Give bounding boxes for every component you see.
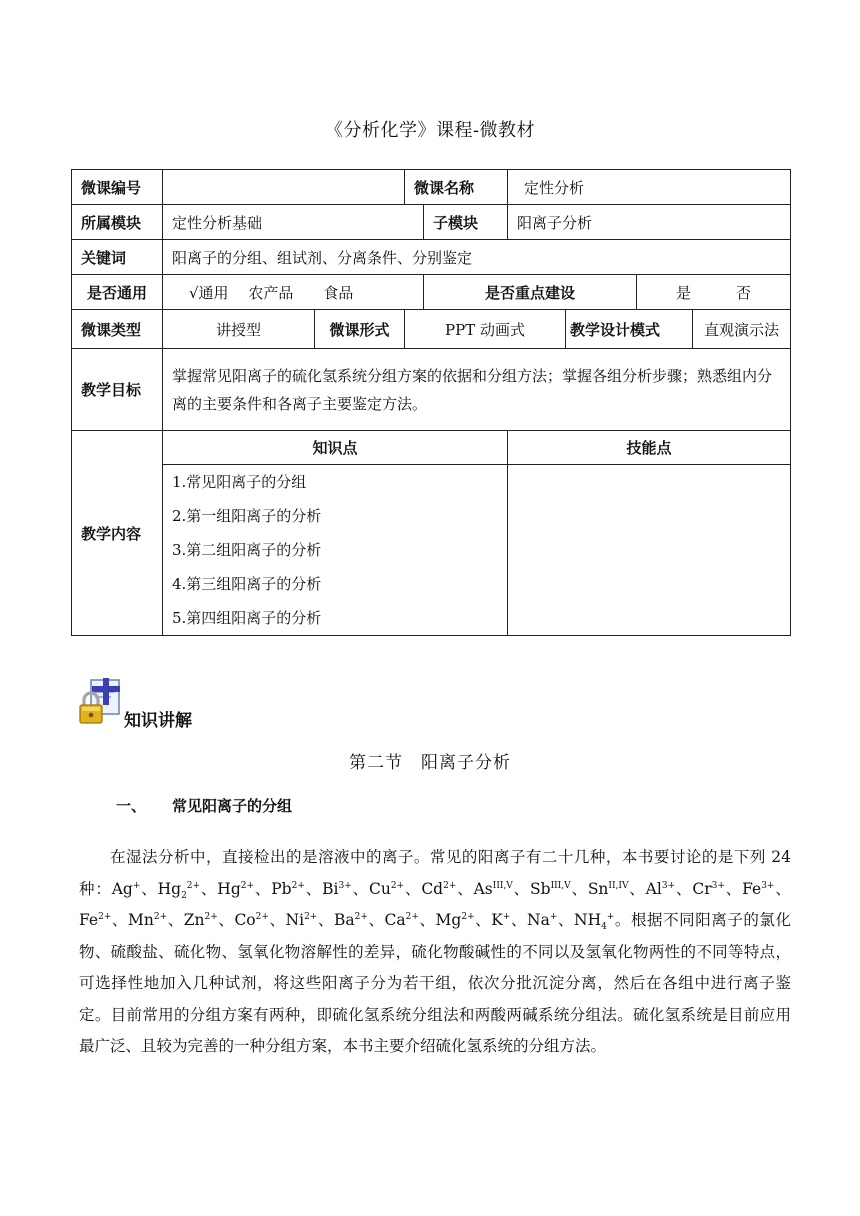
ion-symbol: Fe: [79, 911, 99, 929]
ion: [79, 911, 111, 929]
ion: [574, 911, 615, 933]
ion: [692, 880, 725, 898]
ion-symbol: NH: [574, 911, 602, 929]
ion: [474, 880, 513, 898]
ion-symbol: Cr: [692, 879, 712, 898]
ion: [217, 880, 254, 898]
ion: [112, 880, 141, 898]
goal-value: 掌握常见阳离子的硫化氢系统分组方案的依据和分组方法；掌握各组分析步骤；熟悉组内分离的主要条件和各离子主要鉴定方法。: [163, 349, 791, 431]
skill-list: [508, 465, 791, 636]
course-info-table: [71, 169, 791, 636]
ion-symbol: Mn: [128, 911, 154, 929]
ion: [286, 911, 318, 929]
lock-document-icon: [78, 678, 124, 726]
table-row: [72, 240, 791, 275]
keywords-value: 阳离子的分组、组试剂、分离条件、分别鉴定: [163, 240, 791, 275]
ion: [128, 911, 167, 929]
ion: [646, 880, 675, 898]
table-row: [72, 431, 791, 465]
list-item: 2.第一组阳离子的分析: [172, 507, 322, 525]
content-label: 教学内容: [72, 431, 163, 636]
ion: [334, 911, 368, 929]
ion: [157, 879, 201, 901]
ion-charge: +: [549, 911, 558, 922]
ion-charge: 2+: [186, 880, 201, 891]
ion-charge: 2+: [461, 911, 475, 922]
table-row: [72, 349, 791, 431]
ion-symbol: Pb: [271, 879, 292, 898]
ion-symbol: Al: [645, 879, 662, 898]
ion-charge: 2+: [204, 911, 218, 922]
ion-charge: 2+: [443, 880, 457, 891]
document-title: 《分析化学》课程-微教材: [324, 120, 536, 141]
ion-symbol: Ca: [384, 911, 406, 929]
ion-symbol: As: [473, 879, 493, 898]
ion-charge: +: [606, 911, 615, 922]
ion-symbol: Hg: [157, 879, 182, 898]
ion: [527, 911, 557, 929]
ion-charge: III,V: [550, 880, 571, 891]
ion-symbol: Cu: [368, 879, 391, 898]
ion-charge: +: [502, 911, 511, 922]
ion-symbol: Na: [527, 911, 550, 929]
ion: [369, 880, 404, 898]
ion-charge: 2+: [390, 880, 405, 891]
ion-charge: 2+: [304, 911, 318, 922]
submodule-label: 子模块: [424, 205, 508, 240]
keywords-label: 关键词: [72, 240, 163, 275]
subsection-number: 一、: [116, 797, 147, 815]
table-row: [72, 275, 791, 310]
ion: [421, 880, 456, 898]
ion-symbol: Bi: [322, 879, 339, 898]
ion: [234, 911, 268, 929]
ion-charge: 2+: [98, 911, 112, 922]
code-label: 微课编号: [72, 170, 163, 205]
ion: [436, 911, 475, 929]
ion-charge: II,IV: [608, 880, 629, 891]
ion: [742, 880, 774, 898]
ion-subscript: 4: [601, 922, 607, 933]
ion-charge: III,V: [492, 880, 513, 891]
key-build-label: 是否重点建设: [424, 275, 637, 310]
table-row: [72, 205, 791, 240]
paragraph-body: 。根据不同阳离子的氯化物、硫酸盐、硫化物、氢氧化物溶解性的差异，硫化物酸碱性的不同以及氢氧化物两性的不同等特点，可选择性地加入几种试剂，将这些阳离子分为若干组，依次分批沉淀分离，然后在各组中进行离子鉴定。目前常用的分组方案有两种，即硫化氢系统分组法和两酸两碱系统分组法。硫化氢系统是目前应用最广泛、且较为完善的一种分组方案，本书主要介绍硫化氢系统的分组方法。: [79, 911, 791, 1055]
ion-symbol: Fe: [742, 879, 762, 898]
body-paragraph: [79, 842, 791, 1063]
list-item: 4.第三组阳离子的分析: [172, 575, 322, 593]
ion: [184, 911, 218, 929]
ion-charge: 3+: [338, 880, 352, 891]
ion: [588, 880, 629, 898]
ion-list: Ag+、$Hg_2^{2+}$、$Hg^{2+}$、$Pb^{2+}$、$Bi^{3+}$、$Cu^{2+}$、$Cd^{2+}$、$As^{III,V}$、$Sb^{III,V}$、$Sn^{II,IV}$、$Al^{3+}$、$Cr^{3+}$、$Fe^{3+}$、$Fe^{2+}$、$Mn^{2+}$、$Zn^{2+}$、$Co^{2+}$、$Ni^{2+}$、$Ba^{2+}$、$Ca^{2+}$、$Mg^{2+}$、K+、Na+、$NH_4^+$: [79, 879, 791, 933]
goal-label: 教学目标: [72, 349, 163, 431]
ion-symbol: Mg: [435, 911, 462, 929]
design-label: 教学设计模式: [566, 310, 693, 349]
ion-charge: +: [132, 880, 141, 891]
ion-charge: 2+: [153, 911, 168, 922]
type-label: 微课类型: [72, 310, 163, 349]
ion: [271, 880, 305, 898]
ion-symbol: Ba: [333, 911, 355, 929]
general-label: 是否通用: [72, 275, 163, 310]
form-label: 微课形式: [315, 310, 405, 349]
submodule-value: 阳离子分析: [508, 205, 791, 240]
list-item: 1.常见阳离子的分组: [172, 473, 307, 491]
ion-charge: 3+: [661, 880, 676, 891]
ion: [491, 911, 510, 929]
knowledge-header: 知识点: [163, 431, 508, 465]
table-row: [72, 465, 791, 636]
ion-charge: 2+: [405, 911, 419, 922]
ion-symbol: Co: [234, 911, 256, 929]
ion-symbol: K: [491, 911, 503, 929]
ion: [385, 911, 419, 929]
general-value: √通用 农产品 食品: [163, 275, 424, 310]
ion-charge: 2+: [354, 911, 368, 922]
ion-symbol: Hg: [217, 879, 241, 898]
ion-charge: 3+: [761, 880, 775, 891]
ion-charge: 3+: [711, 880, 725, 891]
module-value: 定性分析基础: [163, 205, 424, 240]
ion-symbol: Zn: [183, 911, 205, 929]
table-row: [72, 170, 791, 205]
list-item: 5.第四组阳离子的分析: [172, 609, 322, 627]
type-value: 讲授型: [163, 310, 315, 349]
form-value: PPT 动画式: [405, 310, 566, 349]
paragraph-intro: 在湿法分析中，直接检出的是溶液中的离子。常见的阳离子有二十几种，本书要讨论的是下列 24 种：: [79, 848, 791, 898]
design-value: 直观演示法: [693, 310, 791, 349]
ion-symbol: Ag: [111, 879, 133, 898]
ion: [530, 880, 571, 898]
name-label: 微课名称: [405, 170, 508, 205]
ion-charge: 2+: [255, 911, 269, 922]
ion-subscript: 2: [181, 890, 187, 901]
skill-header: 技能点: [508, 431, 791, 465]
table-row: [72, 310, 791, 349]
ion-symbol: Sn: [587, 879, 609, 898]
ion-charge: 2+: [240, 880, 255, 891]
section-title: 第二节 阳离子分析: [349, 753, 511, 773]
ion-symbol: Cd: [421, 879, 444, 898]
subsection-title: 常见阳离子的分组: [172, 797, 293, 815]
ion: [322, 880, 352, 898]
subsection-heading: [116, 795, 292, 816]
ion-symbol: Ni: [285, 911, 305, 929]
section-header: [78, 678, 192, 731]
section-label: 知识讲解: [124, 711, 192, 731]
knowledge-list: [163, 465, 508, 636]
name-value: 定性分析: [508, 170, 791, 205]
module-label: 所属模块: [72, 205, 163, 240]
ion-symbol: Sb: [530, 879, 551, 898]
list-item: 3.第二组阳离子的分析: [172, 541, 322, 559]
code-value: [163, 170, 405, 205]
key-build-value: 是 否: [637, 275, 791, 310]
ion-charge: 2+: [291, 880, 305, 891]
